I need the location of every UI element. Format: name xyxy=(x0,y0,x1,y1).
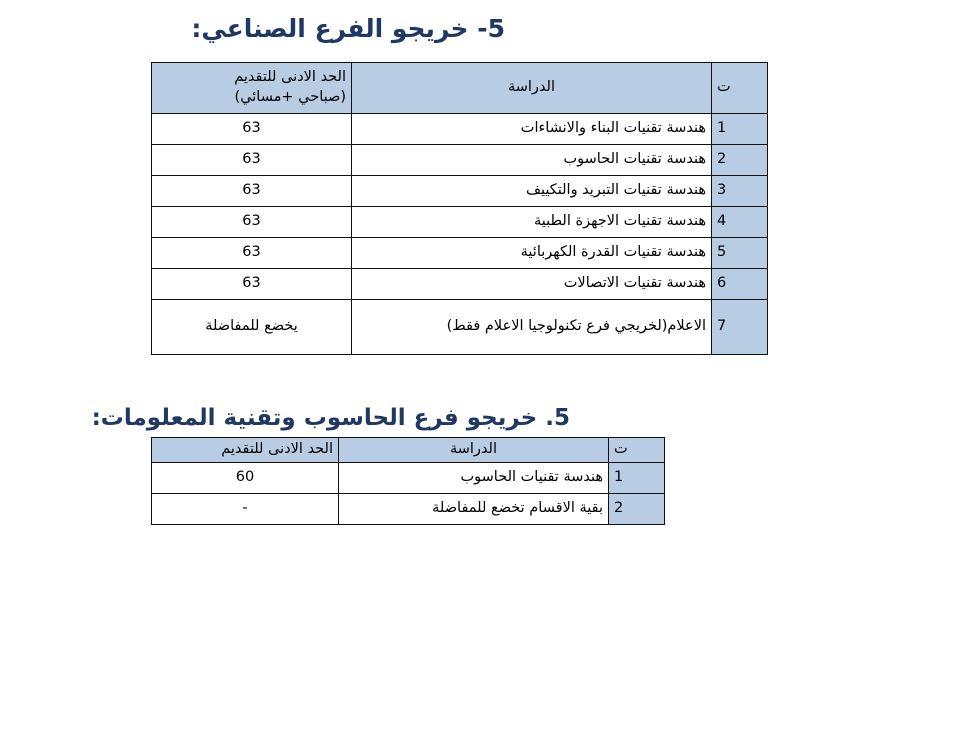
section-two-title: 5. خريجو فرع الحاسوب وتقنية المعلومات: xyxy=(91,405,570,431)
row-minimum: 63 xyxy=(152,114,352,145)
header-cell-number: ت xyxy=(712,63,768,114)
row-number: 2 xyxy=(712,145,768,176)
row-number: 5 xyxy=(712,238,768,269)
row-study: هندسة تقنيات القدرة الكهربائية xyxy=(352,238,712,269)
table-row xyxy=(152,176,768,207)
table-header-row xyxy=(152,63,768,114)
header-cell-number: ت xyxy=(609,438,665,463)
row-minimum: - xyxy=(152,493,339,524)
row-study: الاعلام(لخريجي فرع تكنولوجيا الاعلام فقط) xyxy=(352,300,712,355)
table-row xyxy=(152,493,665,524)
row-minimum: 60 xyxy=(152,462,339,493)
table-row xyxy=(152,207,768,238)
row-number: 7 xyxy=(712,300,768,355)
row-minimum: 63 xyxy=(152,269,352,300)
header-cell-study: الدراسة xyxy=(339,438,609,463)
section-one-title: 5- خريجو الفرع الصناعي: xyxy=(191,14,505,43)
row-number: 4 xyxy=(712,207,768,238)
row-study: هندسة تقنيات الحاسوب xyxy=(339,462,609,493)
row-number: 6 xyxy=(712,269,768,300)
row-study: هندسة تقنيات البناء والانشاءات xyxy=(352,114,712,145)
row-minimum: 63 xyxy=(152,207,352,238)
table-header-row xyxy=(152,438,665,463)
header-cell-minimum: الحد الادنى للتقديم xyxy=(152,438,339,463)
header-minimum-line-1: الحد الادنى للتقديم xyxy=(234,69,346,86)
table-row xyxy=(152,114,768,145)
table-row xyxy=(152,269,768,300)
computer-branch-table xyxy=(151,437,665,525)
row-minimum: 63 xyxy=(152,145,352,176)
row-minimum: يخضع للمفاضلة xyxy=(152,300,352,355)
header-cell-study: الدراسة xyxy=(352,63,712,114)
table-row xyxy=(152,462,665,493)
header-minimum-line-2: (صباحي +مسائي) xyxy=(234,89,346,105)
table-row xyxy=(152,300,768,355)
industrial-branch-table xyxy=(151,62,768,355)
table-row xyxy=(152,145,768,176)
row-minimum: 63 xyxy=(152,176,352,207)
row-study: هندسة تقنيات التبريد والتكييف xyxy=(352,176,712,207)
row-number: 1 xyxy=(712,114,768,145)
row-number: 1 xyxy=(609,462,665,493)
table-row xyxy=(152,238,768,269)
row-number: 3 xyxy=(712,176,768,207)
row-number: 2 xyxy=(609,493,665,524)
row-study: هندسة تقنيات الحاسوب xyxy=(352,145,712,176)
header-cell-minimum xyxy=(152,63,352,114)
row-study: بقية الاقسام تخضع للمفاضلة xyxy=(339,493,609,524)
row-minimum: 63 xyxy=(152,238,352,269)
row-study: هندسة تقنيات الاتصالات xyxy=(352,269,712,300)
row-study: هندسة تقنيات الاجهزة الطبية xyxy=(352,207,712,238)
